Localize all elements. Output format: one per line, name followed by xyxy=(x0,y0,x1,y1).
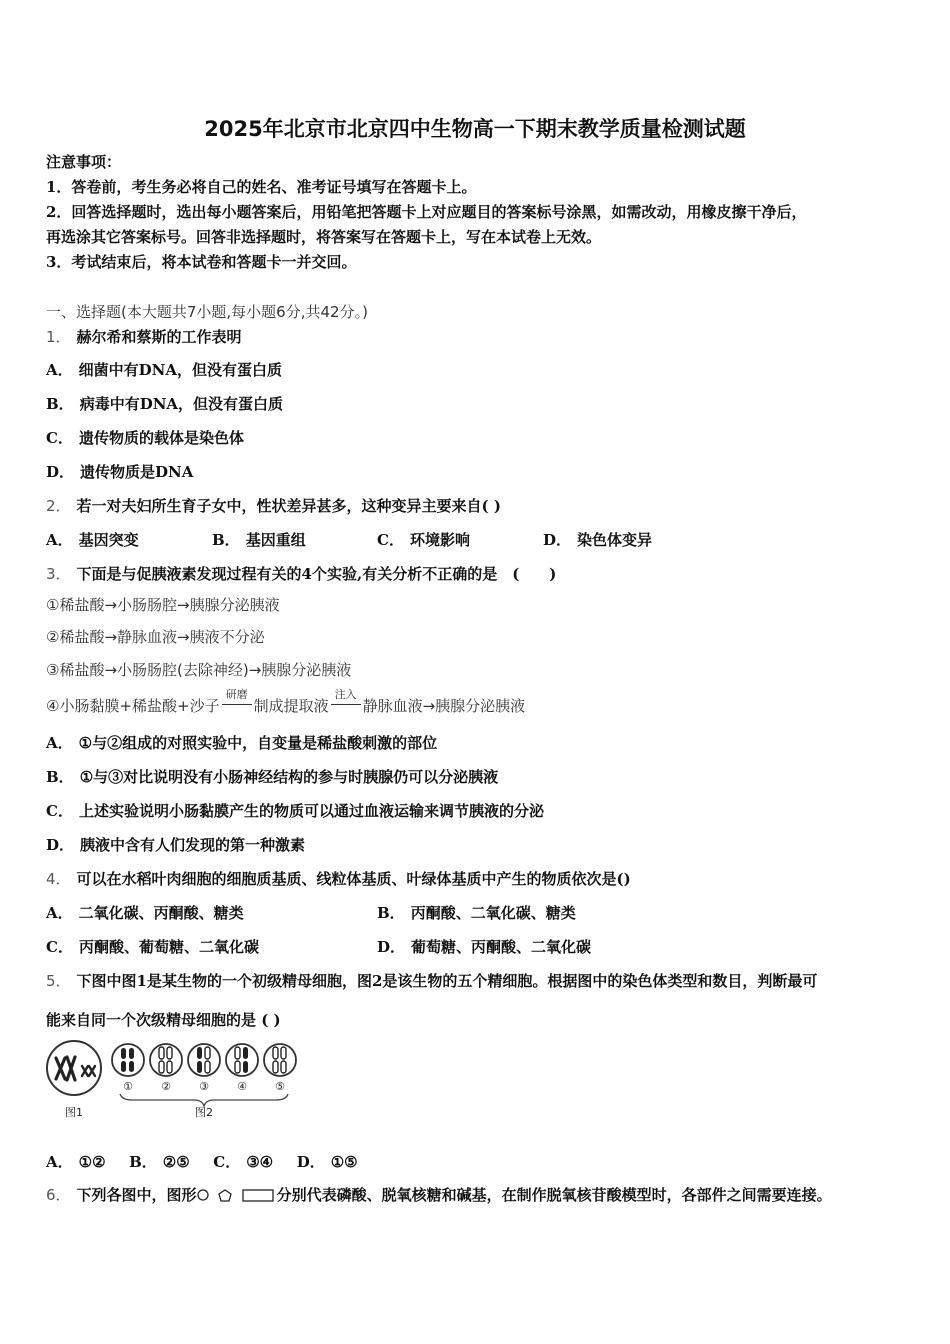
section-heading: 一、选择题(本大题共7小题,每小题6分,共42分。) xyxy=(46,303,368,321)
q3-experiment-3: ③稀盐酸→小肠肠腔(去除神经)→胰腺分泌胰液 xyxy=(46,661,352,679)
q3-experiment-1: ①稀盐酸→小肠肠腔→胰腺分泌胰液 xyxy=(46,596,280,614)
sperm-cell-5 xyxy=(264,1044,296,1076)
q1-option-c: C． 遗传物质的载体是染色体 xyxy=(46,429,244,447)
q3-experiment-4: ④小肠黏膜+稀盐酸+沙子 研磨 制成提取液 注入 静脉血液→胰腺分泌胰液 xyxy=(46,688,526,715)
question-2 xyxy=(46,496,501,516)
chromosome-icon xyxy=(56,1057,75,1080)
q2-option-c: C． 环境影响 xyxy=(377,531,470,549)
q2-option-d: D． 染色体变异 xyxy=(543,531,653,549)
brace-icon xyxy=(120,1094,288,1106)
q1-option-d: D． 遗传物质是DNA xyxy=(46,463,194,481)
question-stem: 下图中图1是某生物的一个初级精母细胞，图2是该生物的五个精细胞。根据图中的染色体类型和数目，判断最可 xyxy=(76,972,818,990)
question-4 xyxy=(46,869,631,889)
q3-option-d: D． 胰液中含有人们发现的第一种激素 xyxy=(46,836,306,854)
nucleotide-shapes xyxy=(197,1187,277,1205)
question-stem: 若一对夫妇所生育子女中，性状差异甚多，这种变异主要来自( ) xyxy=(76,497,501,515)
question-number: 3． xyxy=(46,565,71,583)
notice-item: 1．答卷前，考生务必将自己的姓名、准考证号填写在答题卡上。 xyxy=(46,178,477,196)
question-3 xyxy=(46,564,556,584)
question-number: 5． xyxy=(46,972,71,990)
cell-number-label: ⑤ xyxy=(275,1080,285,1093)
question-stem: 下面是与促胰液素发现过程有关的4个实验,有关分析不正确的是 ( ) xyxy=(76,565,557,583)
deoxyribose-icon xyxy=(219,1190,231,1201)
sperm-cell-3 xyxy=(188,1044,220,1076)
question-stem: 赫尔希和蔡斯的工作表明 xyxy=(76,328,242,346)
q3-option-a: A． ①与②组成的对照实验中，自变量是稀盐酸刺激的部位 xyxy=(46,734,438,752)
notice-item: 2．回答选择题时，选出每小题答案后，用铅笔把答题卡上对应题目的答案标号涂黑，如需改动，用橡皮擦干净后， xyxy=(46,203,807,221)
question-stem-continued: 能来自同一个次级精母细胞的是 ( ) xyxy=(46,1011,281,1029)
question-number: 1． xyxy=(46,328,71,346)
q3-option-b: B． ①与③对比说明没有小肠神经结构的参与时胰腺仍可以分泌胰液 xyxy=(46,768,499,786)
question-number: 4． xyxy=(46,870,71,888)
question-stem: 可以在水稻叶肉细胞的细胞质基质、线粒体基质、叶绿体基质中产生的物质依次是() xyxy=(76,870,631,888)
question-number: 6． xyxy=(46,1186,71,1204)
q4-option-b: B． 丙酮酸、二氧化碳、糖类 xyxy=(377,904,576,922)
cell-figure xyxy=(44,1038,306,1122)
q4-option-c: C． 丙酮酸、葡萄糖、二氧化碳 xyxy=(46,938,259,956)
fig2-label: 图2 xyxy=(195,1106,213,1119)
cell-number-label: ② xyxy=(161,1080,171,1093)
arrow-with-label: 研磨 xyxy=(220,696,254,716)
page-title: 2025年北京市北京四中生物高一下期末教学质量检测试题 xyxy=(204,117,746,141)
q2-option-b: B． 基因重组 xyxy=(212,531,306,549)
q4-option-d: D． 葡萄糖、丙酮酸、二氧化碳 xyxy=(377,938,592,956)
q2-option-a: A． 基因突变 xyxy=(46,531,139,549)
cell-number-label: ① xyxy=(123,1080,133,1093)
question-5 xyxy=(46,971,817,991)
question-6: 6． 下列各图中，图形 分别代表磷酸、脱氧核糖和碱基，在制作脱氧核苷酸模型时，各部件之间需要连接。 xyxy=(46,1186,832,1204)
cell-number-label: ④ xyxy=(237,1080,247,1093)
q3-option-c: C． 上述实验说明小肠黏膜产生的物质可以通过血液运输来调节胰液的分泌 xyxy=(46,802,544,820)
q1-option-a: A． 细菌中有DNA，但没有蛋白质 xyxy=(46,361,282,379)
question-number: 2． xyxy=(46,497,71,515)
chromosome-icon xyxy=(82,1066,95,1076)
base-icon xyxy=(243,1190,273,1201)
arrow-with-label: 注入 xyxy=(329,696,363,716)
q1-option-b: B． 病毒中有DNA，但没有蛋白质 xyxy=(46,395,284,413)
fig1-label: 图1 xyxy=(65,1106,83,1119)
q4-option-a: A． 二氧化碳、丙酮酸、糖类 xyxy=(46,904,244,922)
cell-number-label: ③ xyxy=(199,1080,209,1093)
sperm-cell-1 xyxy=(112,1044,144,1076)
notice-item: 3．考试结束后，将本试卷和答题卡一并交回。 xyxy=(46,253,357,271)
sperm-cell-4 xyxy=(226,1044,258,1076)
question-1 xyxy=(46,327,242,347)
sperm-cell-2 xyxy=(150,1044,182,1076)
notice-item: 再选涂其它答案标号。回答非选择题时，将答案写在答题卡上，写在本试卷上无效。 xyxy=(46,228,602,246)
q3-experiment-2: ②稀盐酸→静脉血液→胰液不分泌 xyxy=(46,628,265,646)
phosphate-icon xyxy=(198,1190,208,1200)
q5-options: A． ①② B． ②⑤ C． ③④ D． ①⑤ xyxy=(46,1153,358,1171)
notice-heading: 注意事项： xyxy=(46,153,122,171)
